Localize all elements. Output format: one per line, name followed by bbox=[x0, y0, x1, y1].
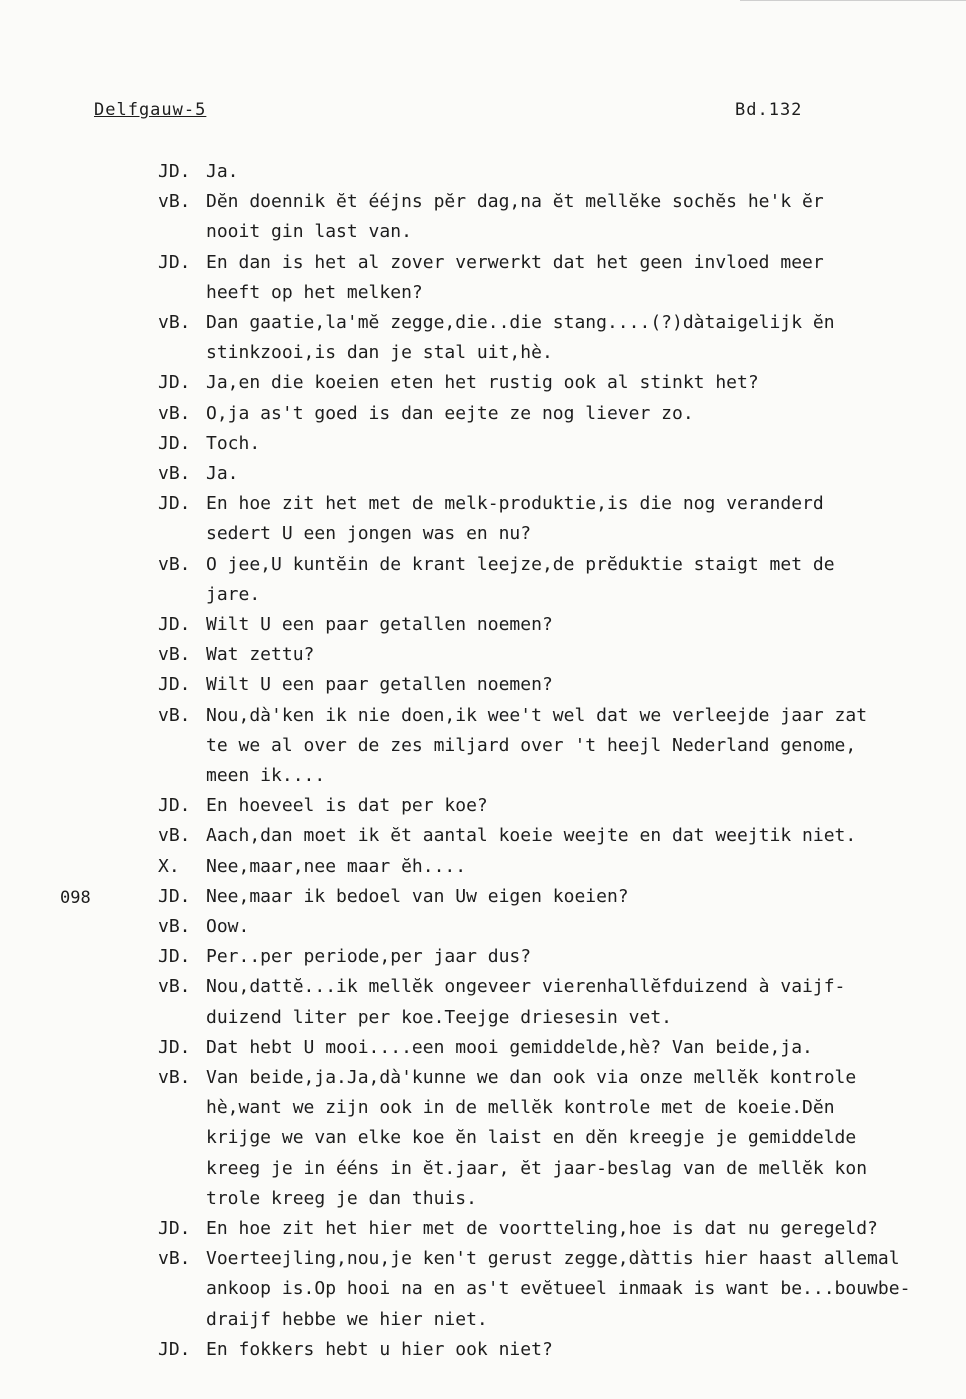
speaker-label: X. bbox=[158, 856, 180, 877]
transcript-line: En fokkers hebt u hier ook niet? bbox=[206, 1339, 553, 1360]
transcript-line: Ja. bbox=[206, 463, 239, 484]
transcript-line: draijf hebbe we hier niet. bbox=[206, 1309, 488, 1330]
speaker-label: vB. bbox=[158, 554, 191, 575]
transcript-line: te we al over de zes miljard over 't heejl Nederland genome, bbox=[206, 735, 857, 756]
speaker-label: vB. bbox=[158, 705, 191, 726]
transcript-line: Aach,dan moet ik ĕt aantal koeie weejte en dat weejtik niet. bbox=[206, 825, 857, 846]
transcript-line: Dat hebt U mooi....een mooi gemiddelde,hè? Van beide,ja. bbox=[206, 1037, 813, 1058]
speaker-label: vB. bbox=[158, 976, 191, 997]
transcript-line: Toch. bbox=[206, 433, 261, 454]
speaker-label: vB. bbox=[158, 1248, 191, 1269]
speaker-label: JD. bbox=[158, 493, 191, 514]
speaker-label: JD. bbox=[158, 614, 191, 635]
transcript-line: Nee,maar,nee maar ĕh.... bbox=[206, 856, 467, 877]
speaker-label: JD. bbox=[158, 372, 191, 393]
speaker-label: JD. bbox=[158, 946, 191, 967]
transcript-line: krijge we van elke koe ĕn laist en dĕn kreegje je gemiddelde bbox=[206, 1127, 857, 1148]
speaker-label: JD. bbox=[158, 433, 191, 454]
speaker-label: JD. bbox=[158, 1218, 191, 1239]
transcript-line: Dan gaatie,la'mĕ zegge,die..die stang....(?)dàtaigelijk ĕn bbox=[206, 312, 835, 333]
speaker-label: vB. bbox=[158, 403, 191, 424]
transcript-line: stinkzooi,is dan je stal uit,hè. bbox=[206, 342, 553, 363]
transcript-line: O jee,U kuntĕin de krant leejze,de prĕduktie staigt met de bbox=[206, 554, 835, 575]
transcript-line: Voerteejling,nou,je ken't gerust zegge,dàttis hier haast allemal bbox=[206, 1248, 900, 1269]
transcript-line: nooit gin last van. bbox=[206, 221, 412, 242]
transcript-line: Van beide,ja.Ja,dà'kunne we dan ook via onze mellĕk kontrole bbox=[206, 1067, 857, 1088]
transcript-line: duizend liter per koe.Teejge driesesin vet. bbox=[206, 1007, 672, 1028]
transcript-line: Ja. bbox=[206, 161, 239, 182]
margin-number: 098 bbox=[60, 888, 91, 908]
transcript-line: Wilt U een paar getallen noemen? bbox=[206, 674, 553, 695]
transcript-line: ankoop is.Op hooi na en as't evĕtueel inmaak is want be...bouwbe- bbox=[206, 1278, 911, 1299]
document-header-page: Bd.132 bbox=[735, 100, 803, 120]
speaker-label: vB. bbox=[158, 191, 191, 212]
transcript-line: Dĕn doennik ĕt ééjns pĕr dag,na ĕt mellĕke sochĕs he'k ĕr bbox=[206, 191, 824, 212]
document-header-left: Delfgauw-5 bbox=[94, 100, 207, 120]
speaker-label: JD. bbox=[158, 795, 191, 816]
transcript-line: sedert U een jongen was en nu? bbox=[206, 523, 532, 544]
speaker-label: vB. bbox=[158, 312, 191, 333]
transcript-line: jare. bbox=[206, 584, 261, 605]
transcript-line: Oow. bbox=[206, 916, 250, 937]
speaker-label: vB. bbox=[158, 644, 191, 665]
transcript-line: hè,want we zijn ook in de mellĕk kontrole met de koeie.Dĕn bbox=[206, 1097, 835, 1118]
transcript-line: Nee,maar ik bedoel van Uw eigen koeien? bbox=[206, 886, 629, 907]
transcript-line: heeft op het melken? bbox=[206, 282, 423, 303]
speaker-label: JD. bbox=[158, 252, 191, 273]
speaker-label: JD. bbox=[158, 161, 191, 182]
speaker-label: JD. bbox=[158, 886, 191, 907]
transcript-line: meen ik.... bbox=[206, 765, 326, 786]
transcript-line: En hoe zit het hier met de voortteling,hoe is dat nu geregeld? bbox=[206, 1218, 878, 1239]
transcript-line: Nou,dà'ken ik nie doen,ik wee't wel dat we verleejde jaar zat bbox=[206, 705, 868, 726]
transcript-line: kreeg je in ééns in ĕt.jaar, ĕt jaar-beslag van de mellĕk kon bbox=[206, 1158, 868, 1179]
transcript-line: O,ja as't goed is dan eejte ze nog liever zo. bbox=[206, 403, 694, 424]
transcript-line: En hoe zit het met de melk-produktie,is die nog veranderd bbox=[206, 493, 824, 514]
speaker-label: JD. bbox=[158, 674, 191, 695]
speaker-label: vB. bbox=[158, 463, 191, 484]
speaker-label: JD. bbox=[158, 1339, 191, 1360]
transcript-line: Ja,en die koeien eten het rustig ook al stinkt het? bbox=[206, 372, 759, 393]
transcript-line: En dan is het al zover verwerkt dat het geen invloed meer bbox=[206, 252, 824, 273]
top-rule bbox=[740, 0, 966, 1]
speaker-label: vB. bbox=[158, 916, 191, 937]
transcript-line: En hoeveel is dat per koe? bbox=[206, 795, 488, 816]
transcript-line: Wilt U een paar getallen noemen? bbox=[206, 614, 553, 635]
speaker-label: JD. bbox=[158, 1037, 191, 1058]
speaker-label: vB. bbox=[158, 1067, 191, 1088]
transcript-line: Per..per periode,per jaar dus? bbox=[206, 946, 532, 967]
transcript-line: trole kreeg je dan thuis. bbox=[206, 1188, 477, 1209]
transcript-line: Nou,dattĕ...ik mellĕk ongeveer vierenhallĕfduizend à vaijf- bbox=[206, 976, 846, 997]
speaker-label: vB. bbox=[158, 825, 191, 846]
transcript-line: Wat zettu? bbox=[206, 644, 315, 665]
